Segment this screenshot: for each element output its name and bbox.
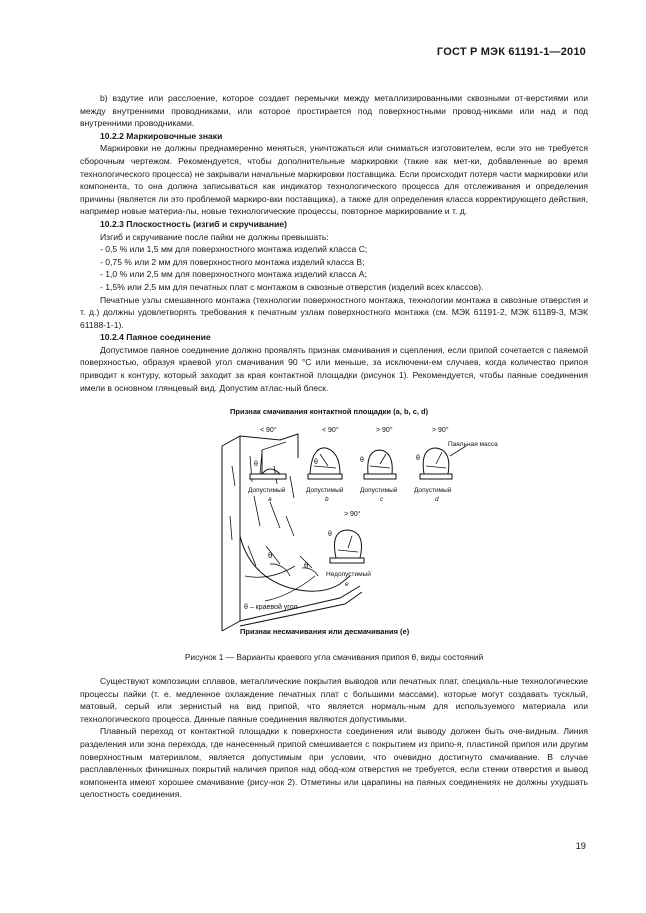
figure-top-label: Признак смачивания контактной площадки (a, b, c, d)	[230, 407, 429, 416]
theta-symbol: θ	[328, 531, 332, 538]
pad-rect	[330, 558, 364, 563]
case-letter: d	[435, 496, 439, 503]
body-text-bottom	[80, 675, 588, 801]
angle-label: > 90°	[376, 427, 393, 434]
paragraph: Плавный переход от контактной площадки к поверхности соединения или выводу должен быть оче-видным. Линия разделения или зона перехода, где нанесенный припой смешивается с покрытием из припо-я, пластиной припоя или другим поверхностным материалом, является допустимым при условии, что очевидно достигнуто смачивание. В случае расплавленных финишных покрытий наличия припоя над обод-ком отверстия не требуется, если стенки отверстия и вывод компонента имеют хорошее смачивание (рису-нок 2). Отметины или царапины на паяных соединениях не должны ухудшать целостность соединения.	[80, 726, 588, 800]
section-heading-10-2-2: 10.2.2 Маркировочные знаки	[100, 130, 223, 141]
wetting-case-c	[360, 426, 398, 503]
theta-symbol: θ	[304, 561, 309, 570]
angle-label: > 90°	[432, 427, 449, 434]
status-label: Допустимый	[414, 487, 452, 494]
page-header: ГОСТ Р МЭК 61191-1—2010	[436, 46, 586, 58]
list-item: - 0,75 % или 2 мм для поверхностного монтажа изделий класса В;	[100, 256, 365, 267]
status-label: Допустимый	[360, 487, 398, 494]
figure-wetting-angles	[210, 406, 500, 646]
pad-rect	[308, 474, 342, 479]
joint-drawing	[222, 434, 362, 631]
paragraph: Изгиб и скручивание после пайки не должны превышать:	[100, 231, 329, 242]
wetting-case-d	[414, 426, 466, 503]
status-label: Допустимый	[248, 487, 286, 494]
solder-profile	[423, 448, 449, 474]
pad-rect	[250, 474, 286, 479]
theta-legend: θ – краевой угол	[244, 604, 298, 611]
status-label: Недопустимый	[326, 571, 371, 578]
case-letter: a	[268, 496, 272, 503]
wetting-case-b	[306, 426, 344, 503]
section-heading-10-2-4: 10.2.4 Паяное соединение	[100, 332, 211, 343]
paragraph: Существуют композиции сплавов, металлические покрытия выводов или печатных плат, специаль-ные технологические процессы пайки (т. е. медленное охлаждение печатных плат с большими массами), которые могут создавать тусклый, матовый, серый или зернистый на вид припой, что является нормаль-ным для используемого материала или технологического процесса. Данные паяные соединения являются допустимыми.	[80, 676, 588, 724]
solder-profile	[368, 450, 393, 474]
angle-label: > 90°	[344, 511, 361, 518]
case-letter: c	[380, 496, 384, 503]
figure-bottom-label: Признак несмачивания или десмачивания (e)	[240, 627, 410, 636]
theta-symbol: θ	[268, 551, 273, 560]
solder-profile	[262, 450, 280, 474]
body-text-top	[80, 92, 588, 394]
paragraph: Маркировки не должны преднамеренно меняться, уничтожаться или сниматься изготовителем, если это не требуется сборочным чертежом. Рекомендуется, чтобы дополнительные маркировки (такие как мет-ки, добавленные во время технологического процесса) не закрывали начальные маркировки поставщика. Если происходит потеря части маркировки или компонента, то она должна записываться как индикатор технологического процесса для отслеживания и определения причины (является ли это проблемой маркиро-вки поставщика), а также для определения класса корректирующего действия, например новые материа-лы, новые технологические процессы, повторное маркирование и т. д.	[80, 143, 588, 217]
angle-label: < 90°	[260, 427, 277, 434]
solder-profile	[335, 530, 362, 558]
theta-symbol: θ	[360, 457, 364, 464]
wetting-case-e	[326, 510, 371, 588]
status-label: Допустимый	[306, 487, 344, 494]
list-item: - 1,0 % или 2,5 мм для поверхностного монтажа изделий класса А;	[100, 269, 367, 280]
page-number: 19	[575, 840, 586, 851]
theta-symbol: θ	[314, 459, 318, 466]
angle-label: < 90°	[322, 427, 339, 434]
pad-rect	[364, 474, 396, 479]
theta-symbol: θ	[416, 455, 420, 462]
pad-rect	[420, 474, 452, 479]
list-item: - 1,5% или 2,5 мм для печатных плат с монтажом в сквозные отверстия (изделий всех классов).	[100, 281, 484, 292]
solder-mass-label: Паяльная масса	[448, 441, 498, 448]
case-letter: e	[345, 581, 349, 588]
paragraph: b) вздутие или расслоение, которое создает перемычки между металлизированными сквозными от-верстиями или между внутренними проводниками, или которое простирается под поверхностными провод-никами или над и под внутренними проводниками.	[80, 93, 588, 129]
theta-symbol: θ	[254, 461, 258, 468]
section-heading-10-2-3: 10.2.3 Плоскостность (изгиб и скручивание)	[100, 218, 287, 229]
list-item: - 0,5 % или 1,5 мм для поверхностного монтажа изделий класса С;	[100, 244, 368, 255]
paragraph: Печатные узлы смешанного монтажа (технологии поверхностного монтажа, технологии монтажа в сквозные отверстия и т. д.) должны удовлетворять требования к печатным узлам поверхностного монтажа (см. МЭК 61191-2, МЭК 61189-3, МЭК 61188-1-1).	[80, 294, 588, 330]
case-letter: b	[325, 496, 329, 503]
figure-caption: Рисунок 1 — Варианты краевого угла смачивания припоя θ, виды состояний	[184, 652, 484, 662]
paragraph: Допустимое паяное соединение должно проявлять признак смачивания и сцепления, если припой сочетается с паяемой поверхностью, образуя краевой угол смачивания 90 °С или меньше, за исключени-ем случаев, когда количество припоя приводит к контуру, который заходит за края контактной площадки (рисунок 1). Рекомендуется, чтобы паяные соединения имели в основном глянцевый вид. Допустим атлас-ный блеск.	[80, 344, 588, 393]
